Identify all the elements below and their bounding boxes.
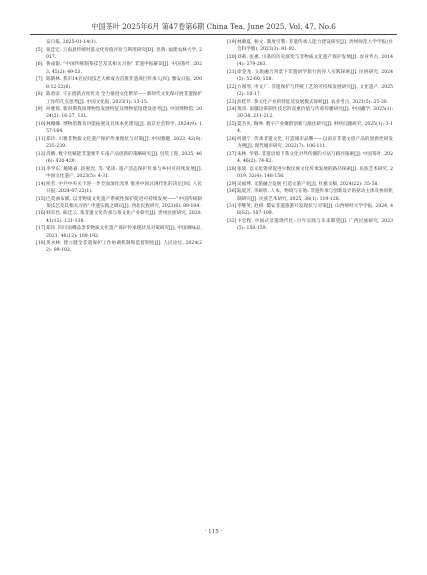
reference-number: [26] <box>227 136 237 142</box>
reference-text: 李学东, 鲍晓嘉, 段惠涅, 等. 笔谈: 遗产活态保护传承与乡村可持续发展[J]. 中国文化遗产, 2023(5): 4-31. <box>46 166 202 180</box>
reference-entry <box>36 91 202 106</box>
reference-entry <box>36 61 202 76</box>
reference-entry <box>36 181 202 196</box>
reference-number: [7] <box>36 77 43 83</box>
reference-number: [25] <box>227 122 237 128</box>
reference-number: [29] <box>227 181 237 187</box>
reference-text: 何雅蓉. 新时期我国博物馆发展特征及博物馆馆建设思考[J]. 中国博物馆, 2024(2): 16-27, 131. <box>46 107 202 120</box>
reference-entry <box>36 166 202 181</box>
reference-entry <box>227 39 393 54</box>
reference-entry <box>227 54 393 69</box>
reference-entry <box>227 99 393 106</box>
references-right-column <box>227 39 393 233</box>
reference-number: [9] <box>36 107 43 113</box>
reference-text: 陈鹤林. 我市14名民间技艺大师成为首批非遗项目传承人[N]. 雅安日报, 2008-12-22(6). <box>46 77 202 90</box>
reference-entry <box>36 136 202 151</box>
reference-entry <box>36 196 202 211</box>
reference-entry <box>227 203 393 218</box>
reference-number: [13] <box>36 166 46 172</box>
reference-text: 何晓宁. 传承非遗文化, 打造城市品牌——以南京非遗文创产品的创新性研发为例[J]. 现代城市研究, 2022(7): 106-111. <box>237 136 393 150</box>
reference-entry <box>36 76 202 91</box>
reference-entry <box>227 166 393 181</box>
reference-text: 韩军昌, 陈佳云. 茶非遗文化传承与茶文化产业研究[J]. 贵州民族研究, 2020, 41(12): 131-138. <box>46 211 202 224</box>
reference-number: [11] <box>36 136 46 142</box>
reference-text: 张佳宏. 云南县传统村落文化价值评价与利用研究[D]. 昆明: 福建农林大学, 2017. <box>46 47 202 60</box>
reference-text: 郑玲. 四川雨峨品类非物质文化遗产保护传承现状及对策研究[J]. 中国调味品, 2021, 46(12): 189-192. <box>46 226 202 239</box>
reference-number: [20] <box>227 54 237 60</box>
page-number: · 115 · <box>204 529 223 535</box>
reference-number: [21] <box>227 69 237 75</box>
reference-number: [22] <box>227 84 237 90</box>
reference-text: 吴福坤. 文旅融合发展 打造文旅产业[J]. 红旗文稿, 2024(22): 35-38. <box>237 181 379 187</box>
reference-number: [14] <box>36 181 46 187</box>
reference-number: [32] <box>227 218 237 224</box>
reference-text: 朱林, 华蓉. 非遗语境下茶文化对外传播的方法与路径探索[J]. 中国茶叶, 2024, 46(2): 74-82. <box>237 151 393 165</box>
header-rule <box>30 34 397 35</box>
reference-entry <box>36 225 202 240</box>
reference-number: [31] <box>227 204 237 210</box>
reference-text: 郑玲. 川雅非物质文化遗产保护传承现状与对策[J]. 中国雅趣, 2023, 42(9): 235-239. <box>46 136 202 150</box>
reference-number: [16] <box>36 211 46 217</box>
reference-text: 黄永林. 建立健全非遗保护工作协调机制和监督制度[J]. 人民论坛, 2024(22): 99-102. <box>46 241 202 254</box>
reference-text: 刘莉, 张惠. 川茶的历史演变与非物质文化遗产保护发展[J]. 农业考古, 2014(4): 279-283. <box>237 54 393 68</box>
reference-entry <box>227 69 393 84</box>
reference-text: 鲁成银. "中国传统制茶技艺及其相关习俗" 非遗申报解读[J]. 中国茶叶, 2023, 45(2): 49-53. <box>46 62 202 75</box>
reference-text: 林晴夏, 杨文. 制度引擎: 非遗传承人能力建设研究[J]. 贵州师范大学学报(社会科学版), 2023(3): 81-92. <box>237 40 393 53</box>
reference-text: 卞宏程. 中国式非遗现代化: 百年实践与未来期望[J]. 广西民族研究, 2023(5): 150-159. <box>237 218 393 232</box>
reference-number: [8] <box>36 92 43 98</box>
reference-entry <box>36 240 202 255</box>
reference-text: 侯若. 中共中央关于进一步全面深化改革 推进中国式现代化的决定[N]. 人民日报, 2024-07-22(1). <box>46 181 202 194</box>
reference-text: 彭桂芹. 茶文化产业的特征及发展模式探析[J]. 农业考古, 2021(5): 25-30. <box>237 99 389 105</box>
reference-number: [6] <box>36 62 43 68</box>
reference-number: [15] <box>36 196 46 202</box>
references-left-column <box>36 39 202 255</box>
reference-text: 李继英, 赵祺. 蜀安非遗旅游开发现状与对策[J]. 山西财经大学学报, 2024, 46(S2): 107-109. <box>237 204 393 217</box>
reference-entry <box>36 39 202 46</box>
reference-number: [30] <box>227 189 237 195</box>
reference-entry <box>36 121 202 136</box>
reference-number: [19] <box>227 40 237 45</box>
reference-text: 巴莫曲布嫫. 以非物质文化遗产系统性保护促进可持续发展——"中国传统制茶技艺及其相关习俗" 申遗实践之调议[J]. 西北民族研究, 2023(6): 89-104. <box>46 196 202 209</box>
reference-number: [27] <box>227 151 237 157</box>
reference-text: 夏杰贝, 陶坤. 数字产业聚群创新与演化研究[J]. 财经问题研究, 2025(1): 3-14. <box>237 122 393 135</box>
reference-entry <box>36 47 202 62</box>
reference-text: 陆爱芳, 李研欣. 人本、物境与在地: 非遗传承与创新设计的驱动主体及协同机制研究[J]. 民族艺术研究, 2025, 38(1): 119-128. <box>237 189 393 202</box>
reference-text: 方闻琴, 申文广. 非遗保护与传统工艺的可持续发展研究[J]. 文化遗产, 2025(2): 10-17. <box>237 84 393 97</box>
reference-entry <box>227 136 393 151</box>
reference-text: 黄涛. 南疆边茶制作技艺的双重价值与传承传播研究[J]. 中国藏学, 2025(1): 30-38, 211-212. <box>237 107 393 120</box>
reference-entry <box>227 218 393 233</box>
reference-number: [12] <box>36 151 46 157</box>
reference-number: [24] <box>227 107 237 113</box>
reference-text: 林娜娜. 博物馆教育功能拓展及具体本化建设[J]. 南京社会科学, 2024(9): 157-164. <box>46 122 202 135</box>
reference-text: 张骁. 以文化资骨促进少数民族文化传承发展的路径探索[J]. 民族艺术研究, 2019, 32(4): 148-156. <box>237 166 393 180</box>
reference-number: [17] <box>36 226 46 232</box>
running-header: 中国茶叶 2025年6月 第47卷第6期 China Tea, June 2025, Vol. 47, No.6 <box>91 22 336 31</box>
reference-number: [5] <box>36 47 43 53</box>
reference-entry <box>36 210 202 225</box>
reference-text: 肖腾. 数字化赋能非遗要乎车南产品创新的策略研究[J]. 包装工程, 2025, 46(6): 420-429. <box>46 151 202 165</box>
reference-text: 徐金龙. 文旅融合背景下非遗研学旅行的育人实践探索[J]. 民俗研究, 2024(5): 52-60, 158. <box>237 69 393 83</box>
reference-number: [23] <box>227 99 237 105</box>
reference-number: [10] <box>36 122 46 128</box>
reference-text: 安日报, 2025-01-14(1). <box>46 40 98 45</box>
reference-entry <box>227 188 393 203</box>
reference-number: [18] <box>36 241 46 247</box>
reference-entry <box>227 106 393 121</box>
reference-entry <box>36 106 202 121</box>
reference-entry <box>227 181 393 188</box>
reference-entry <box>227 151 393 166</box>
reference-entry <box>227 121 393 136</box>
reference-entry <box>227 84 393 99</box>
reference-entry <box>36 151 202 166</box>
reference-number: [28] <box>227 166 237 172</box>
reference-text: 陈勇帝. 守正创新点亮作为 全力推进文化繁荣——新时代文化保开展非遗保护工作的几点思考[J]. 中国文化报, 2023(1): 13-15. <box>46 92 202 105</box>
